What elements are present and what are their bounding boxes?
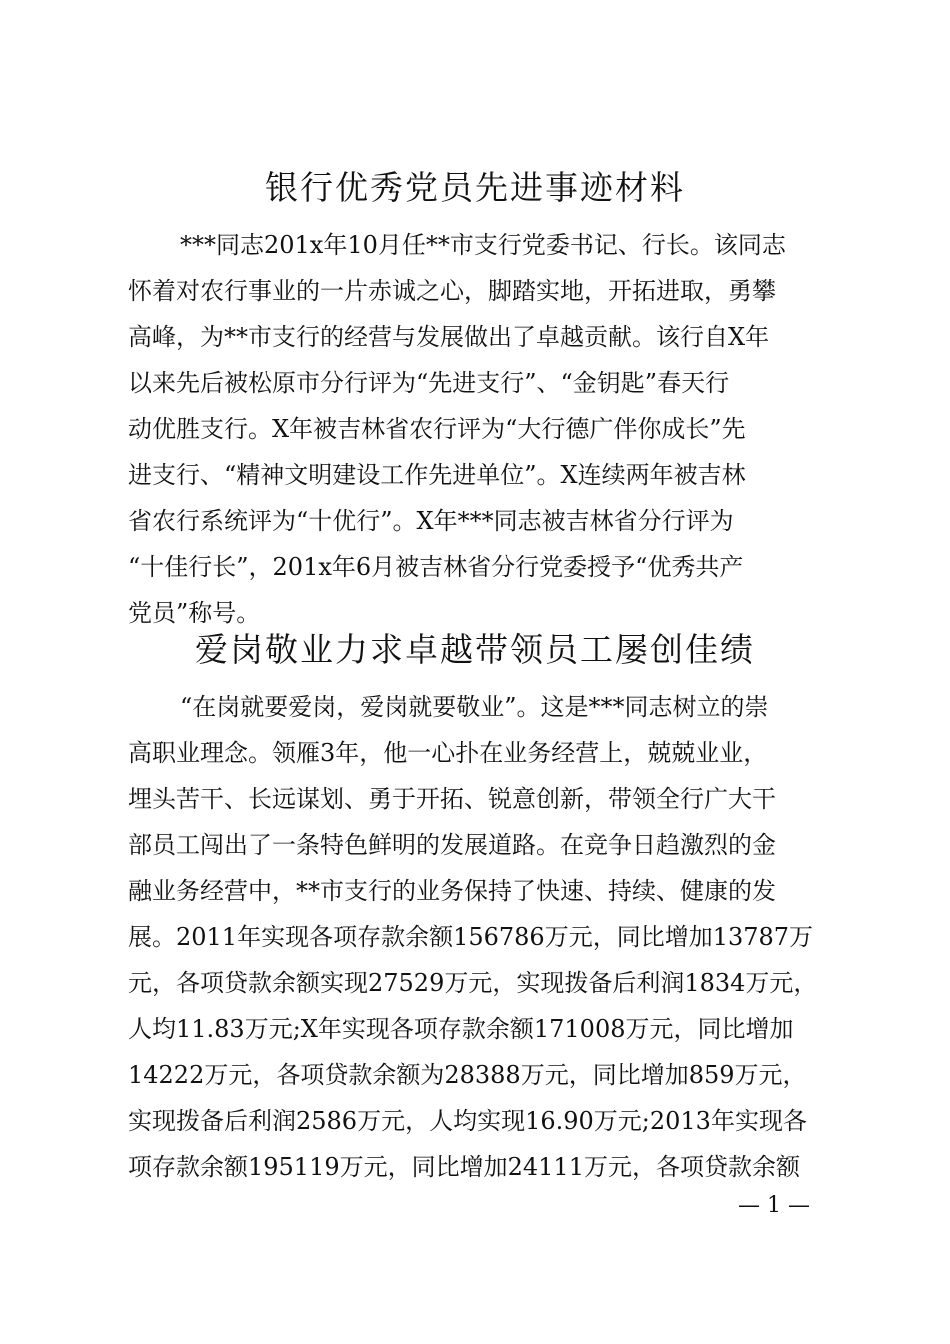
paragraph-line: ***同志201x年10月任**市支行党委书记、行长。该同志 <box>180 231 786 259</box>
paragraph-line: 人均11.83万元;X年实现各项存款余额171008万元，同比增加 <box>128 1015 794 1043</box>
paragraph-line: 展。2011年实现各项存款余额156786万元，同比增加13787万 <box>128 923 814 951</box>
paragraph-line: 埋头苦干、长远谋划、勇于开拓、锐意创新，带领全行广大干 <box>128 785 776 813</box>
paragraph-line: 项存款余额195119万元，同比增加24111万元，各项贷款余额 <box>128 1153 800 1181</box>
paragraph-line: 省农行系统评为“十优行”。X年***同志被吉林省分行评为 <box>128 507 734 535</box>
page-number: — 1 — <box>738 1193 810 1218</box>
paragraph-line: “在岗就要爱岗，爱岗就要敬业”。这是***同志树立的崇 <box>180 693 769 721</box>
section-heading: 爱岗敬业力求卓越带领员工屡创佳绩 <box>195 630 755 669</box>
paragraph-line: 怀着对农行事业的一片赤诚之心，脚踏实地，开拓进取，勇攀 <box>128 277 776 305</box>
paragraph-line: 融业务经营中，**市支行的业务保持了快速、持续、健康的发 <box>128 877 776 905</box>
paragraph-line: 动优胜支行。X年被吉林省农行评为“大行德广伴你成长”先 <box>128 415 746 443</box>
paragraph-line: 14222万元，各项贷款余额为28388万元，同比增加859万元， <box>128 1061 807 1089</box>
paragraph-line: 高峰，为**市支行的经营与发展做出了卓越贡献。该行自X年 <box>128 323 770 351</box>
paragraph-line: 高职业理念。领雁3年，他一心扑在业务经营上，兢兢业业， <box>128 739 768 767</box>
paragraph-line: “十佳行长”，201x年6月被吉林省分行党委授予“优秀共产 <box>128 553 744 581</box>
paragraph-line: 实现拨备后利润2586万元，人均实现16.90万元;2013年实现各 <box>128 1107 807 1135</box>
paragraph-line: 部员工闯出了一条特色鲜明的发展道路。在竞争日趋激烈的金 <box>128 831 776 859</box>
document-title: 银行优秀党员先进事迹材料 <box>265 168 685 207</box>
paragraph-line: 元，各项贷款余额实现27529万元，实现拨备后利润1834万元， <box>128 969 818 997</box>
paragraph-line: 党员”称号。 <box>128 599 261 627</box>
paragraph-line: 进支行、“精神文明建设工作先进单位”。X连续两年被吉林 <box>128 461 746 489</box>
paragraph-line: 以来先后被松原市分行评为“先进支行”、“金钥匙”春天行 <box>128 369 730 397</box>
